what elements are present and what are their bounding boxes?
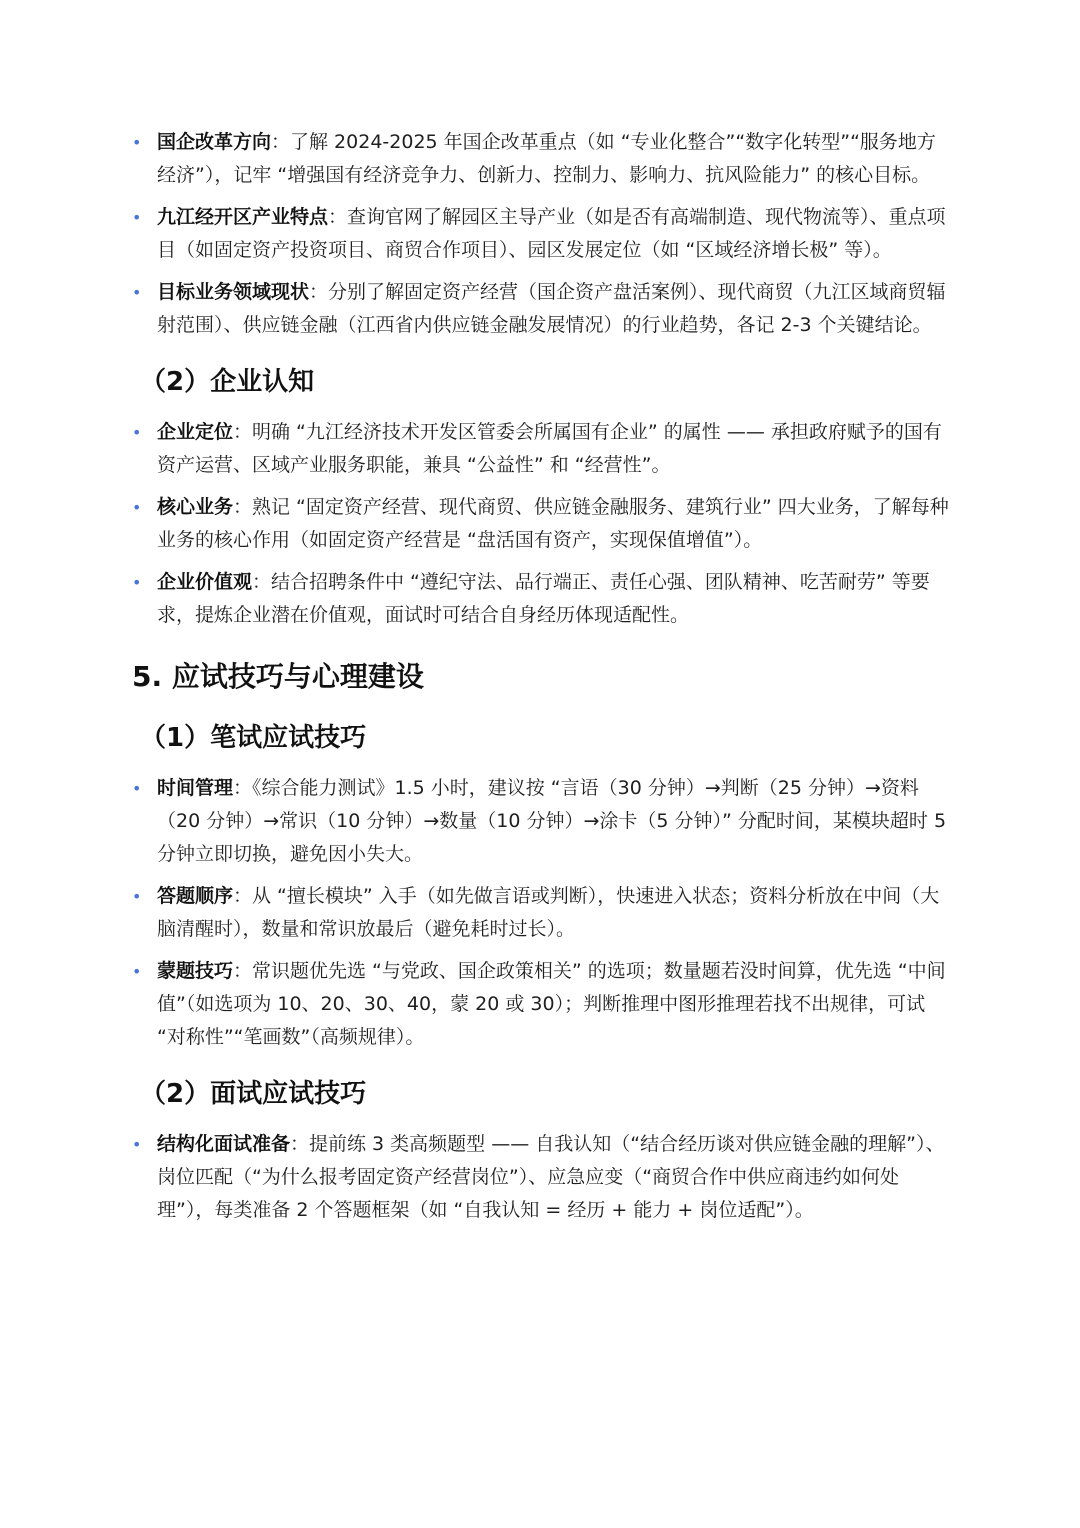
- list-item: [132, 201, 949, 267]
- list-item: [132, 416, 949, 482]
- item-label: 企业定位: [157, 421, 234, 443]
- item-text: ：分别了解固定资产经营（国企资产盘活案例）、现代商贸（九江区域商贸辐射范围）、供应链金融（江西省内供应链金融发展情况）的行业趋势，各记 2-3 个关键结论。: [157, 281, 946, 336]
- list-item: [132, 491, 949, 557]
- item-label: 国企改革方向: [157, 131, 272, 153]
- item-text: ：常识题优先选 “与党政、国企政策相关” 的选项；数量题若没时间算，优先选 “中间值”（如选项为 10、20、30、40，蒙 20 或 30）；判断推理中图形推理若找不出规律，可试 “对称性”“笔画数”（高频规律）。: [157, 960, 946, 1048]
- item-text: ：结合招聘条件中 “遵纪守法、品行端正、责任心强、团队精神、吃苦耐劳” 等要求，提炼企业潜在价值观，面试时可结合自身经历体现适配性。: [157, 571, 930, 626]
- item-text: ：《综合能力测试》1.5 小时，建议按 “言语（30 分钟）→判断（25 分钟）→资料（20 分钟）→常识（10 分钟）→数量（10 分钟）→涂卡（5 分钟）” 分配时间，某模块超时 5 分钟立即切换，避免因小失大。: [157, 777, 947, 865]
- bullet-icon: •: [132, 133, 142, 152]
- item-label: 蒙题技巧: [157, 960, 234, 982]
- item-label: 时间管理: [157, 777, 234, 799]
- item-label: 核心业务: [157, 496, 234, 518]
- list-item: [132, 955, 949, 1054]
- bullet-icon: •: [132, 498, 142, 517]
- section-title: 5. 应试技巧与心理建设: [132, 660, 424, 693]
- item-label: 九江经开区产业特点: [157, 206, 329, 228]
- heading-written-exam: （1）笔试应试技巧: [140, 723, 367, 753]
- item-text: ：从 “擅长模块” 入手（如先做言语或判断），快速进入状态；资料分析放在中间（大脑清醒时），数量和常识放最后（避免耗时过长）。: [157, 885, 940, 940]
- industry-research-list: [0, 126, 1080, 342]
- item-text: ：提前练 3 类高频题型 —— 自我认知（“结合经历谈对供应链金融的理解”）、岗位匹配（“为什么报考固定资产经营岗位”）、应急应变（“商贸合作中供应商违约如何处理”），每类准备 2 个答题框架（如 “自我认知 = 经历 + 能力 + 岗位适配”）。: [157, 1133, 945, 1221]
- list-item: [132, 126, 949, 192]
- bullet-icon: •: [132, 962, 142, 981]
- bullet-icon: •: [132, 283, 142, 302]
- bullet-icon: •: [132, 1135, 142, 1154]
- bullet-icon: •: [132, 423, 142, 442]
- item-text: ：了解 2024-2025 年国企改革重点（如 “专业化整合”“数字化转型”“服务地方经济”），记牢 “增强国有经济竞争力、创新力、控制力、影响力、抗风险能力” 的核心目标。: [157, 131, 936, 186]
- bullet-icon: •: [132, 779, 142, 798]
- item-label: 目标业务领域现状: [157, 281, 310, 303]
- item-label: 答题顺序: [157, 885, 234, 907]
- company-knowledge-list: [0, 416, 1080, 632]
- interview-list: [0, 1128, 1080, 1227]
- bullet-icon: •: [132, 887, 142, 906]
- bullet-icon: •: [132, 208, 142, 227]
- list-item: [132, 1128, 949, 1227]
- heading-company-knowledge: （2）企业认知: [140, 367, 315, 397]
- list-item: [132, 276, 949, 342]
- item-text: ：熟记 “固定资产经营、现代商贸、供应链金融服务、建筑行业” 四大业务，了解每种业务的核心作用（如固定资产经营是 “盘活国有资产，实现保值增值”）。: [157, 496, 949, 551]
- item-text: ：查询官网了解园区主导产业（如是否有高端制造、现代物流等）、重点项目（如固定资产投资项目、商贸合作项目）、园区发展定位（如 “区域经济增长极” 等）。: [157, 206, 946, 261]
- list-item: [132, 566, 949, 632]
- list-item: [132, 772, 949, 871]
- list-item: [132, 880, 949, 946]
- item-text: ：明确 “九江经济技术开发区管委会所属国有企业” 的属性 —— 承担政府赋予的国有资产运营、区域产业服务职能，兼具 “公益性” 和 “经营性”。: [157, 421, 942, 476]
- item-label: 企业价值观: [157, 571, 253, 593]
- item-label: 结构化面试准备: [157, 1133, 291, 1155]
- written-exam-list: [0, 772, 1080, 1054]
- heading-interview: （2）面试应试技巧: [140, 1079, 367, 1109]
- bullet-icon: •: [132, 573, 142, 592]
